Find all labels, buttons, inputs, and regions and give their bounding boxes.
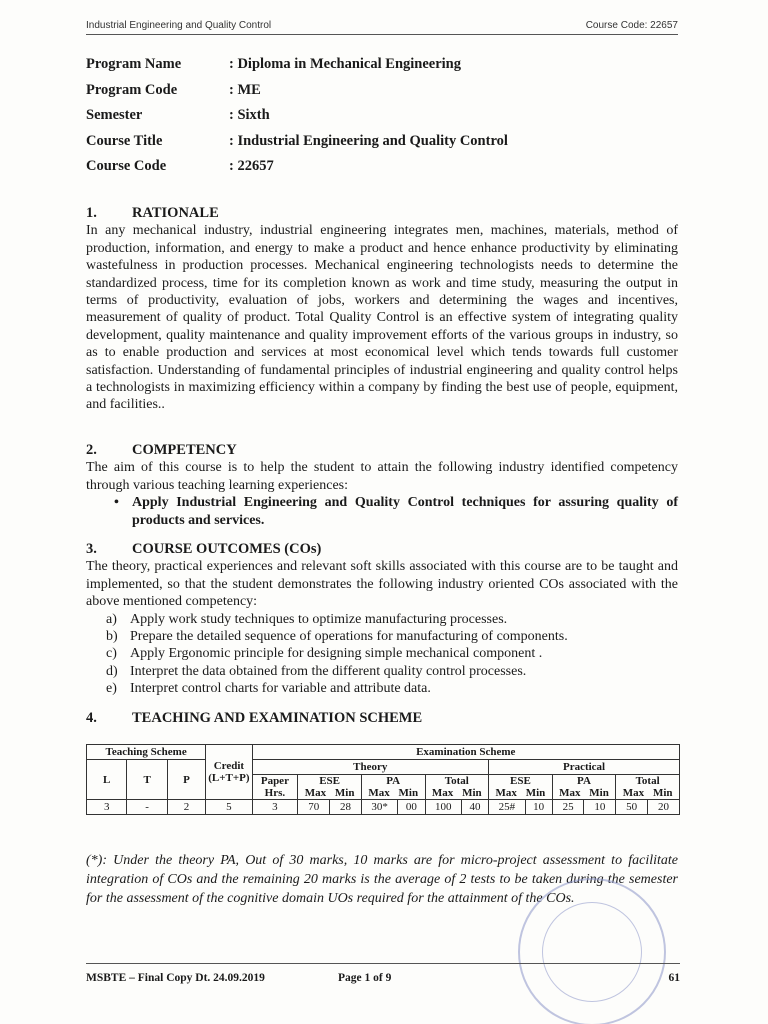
- section-teaching-scheme: [86, 710, 678, 727]
- theory-pa-note: (*): Under the theory PA, Out of 30 marks, 10 marks are for micro-project assessment to facilitate integration of COs and the remaining 20 marks is the average of 2 tests to be taken during the semester for the assessment of the cognitive domain UOs required for the attainment of the COs.: [86, 853, 678, 906]
- col-p: P: [167, 760, 205, 800]
- info-label: Semester: [86, 107, 143, 124]
- list-item: a) Apply work study techniques to optimize manufacturing processes.: [106, 611, 508, 627]
- table-cell: 25#: [489, 800, 525, 815]
- table-cell: 70: [298, 800, 330, 815]
- teaching-exam-table: [86, 744, 680, 815]
- table-cell: 30*: [361, 800, 397, 815]
- table-cell: 00: [398, 800, 425, 815]
- total-header: Total Max Min: [425, 775, 489, 800]
- header-course-title: Industrial Engineering and Quality Control: [86, 20, 272, 31]
- info-label: Program Code: [86, 81, 178, 98]
- pa-header: PA Max Min: [361, 775, 425, 800]
- info-label: Program Name: [86, 56, 182, 73]
- info-row: [86, 52, 508, 78]
- program-info: [86, 52, 508, 180]
- section-competency: [86, 442, 678, 529]
- section-heading: 3. COURSE OUTCOMES (COs): [86, 541, 322, 557]
- competency-text: The aim of this course is to help the student to attain the following industry identified competency through various teaching learning experiences:: [86, 460, 678, 493]
- section-heading: 1. RATIONALE: [86, 205, 219, 221]
- info-row: [86, 78, 508, 104]
- info-value: : Industrial Engineering and Quality Control: [229, 132, 508, 149]
- table-cell: 10: [584, 800, 616, 815]
- info-label: Course Code: [86, 158, 167, 175]
- info-value: : Sixth: [229, 107, 270, 124]
- prac-ese-header: ESE Max Min: [489, 775, 553, 800]
- list-item: b) Prepare the detailed sequence of operations for manufacturing of components.: [106, 629, 568, 645]
- prac-pa-header: PA Max Min: [552, 775, 616, 800]
- info-value: : 22657: [229, 158, 274, 175]
- paper-hrs-header: Paper Hrs.: [252, 775, 298, 800]
- col-t: T: [127, 760, 167, 800]
- info-row: [86, 103, 508, 129]
- page-footer: [86, 963, 680, 984]
- table-cell: 5: [206, 800, 252, 815]
- theory-header: Theory: [252, 760, 489, 775]
- section-heading: 4. TEACHING AND EXAMINATION SCHEME: [86, 710, 423, 726]
- competency-bullet: • Apply Industrial Engineering and Quality Control techniques for assuring quality of products and services.: [114, 495, 678, 528]
- rationale-text: In any mechanical industry, industrial engineering integrates men, machines, materials, method of production, information, and energy to make a product and hence enhance productivity by eliminating wastefulness in production processes. Mechanical engineering technologists needs to determine the standardized process, time for its completion known as work and time study, measuring the output in terms of productivity, evaluation of jobs, workers and determining the wages and incentives, measurement of quality of product. Total Quality Control is an effective system of integrating quality development, quality maintenance and quality improvement efforts of the various groups in industry, so as to enable production and services at most economical level which tends towards full customer satisfaction. Understanding of fundamental principles of industrial engineering and quality control helps a technologists in maximizing efficiency within a company by finding the best use of people, equipment, and facilities..: [86, 223, 678, 413]
- exam-scheme-header: Examination Scheme: [252, 745, 680, 760]
- ese-header: ESE Max Min: [298, 775, 362, 800]
- info-row: [86, 129, 508, 155]
- table-cell: 50: [616, 800, 648, 815]
- outcomes-text: The theory, practical experiences and relevant soft skills associated with this course are to be taught and implemented, so that the student demonstrates the following industry oriented COs associated with the above mentioned competency:: [86, 559, 678, 610]
- table-cell: 10: [525, 800, 552, 815]
- footer-page-number: Page 1 of 9: [338, 972, 392, 984]
- practical-header: Practical: [489, 760, 680, 775]
- footer-copy-date: MSBTE – Final Copy Dt. 24.09.2019: [86, 972, 265, 984]
- section-course-outcomes: [86, 541, 678, 698]
- prac-total-header: Total Max Min: [616, 775, 680, 800]
- info-value: : ME: [229, 81, 261, 98]
- table-cell: 20: [648, 800, 680, 815]
- table-cell: 3: [87, 800, 127, 815]
- table-cell: 100: [425, 800, 461, 815]
- info-row: [86, 154, 508, 180]
- list-item: d) Interpret the data obtained from the different quality control processes.: [106, 663, 527, 679]
- info-label: Course Title: [86, 132, 163, 149]
- list-item: e) Interpret control charts for variable and attribute data.: [106, 681, 431, 697]
- list-item: c) Apply Ergonomic principle for designing simple mechanical component .: [106, 646, 543, 662]
- section-heading: 2. COMPETENCY: [86, 442, 237, 458]
- table-cell: 3: [252, 800, 298, 815]
- table-row: [87, 800, 680, 815]
- table-cell: 28: [330, 800, 362, 815]
- header-course-code: Course Code: 22657: [585, 20, 678, 31]
- info-value: : Diploma in Mechanical Engineering: [229, 56, 461, 73]
- page-header: [86, 20, 678, 35]
- credit-header: Credit (L+T+P): [206, 745, 252, 800]
- table-cell: -: [127, 800, 167, 815]
- msbte-seal-icon: [518, 878, 666, 1024]
- outcomes-list: [86, 611, 678, 698]
- table-cell: 25: [552, 800, 584, 815]
- footer-sheet-number: 61: [668, 972, 680, 984]
- table-cell: 2: [167, 800, 205, 815]
- table-cell: 40: [461, 800, 488, 815]
- section-rationale: [86, 205, 678, 414]
- teaching-scheme-header: Teaching Scheme: [87, 745, 206, 760]
- col-l: L: [87, 760, 127, 800]
